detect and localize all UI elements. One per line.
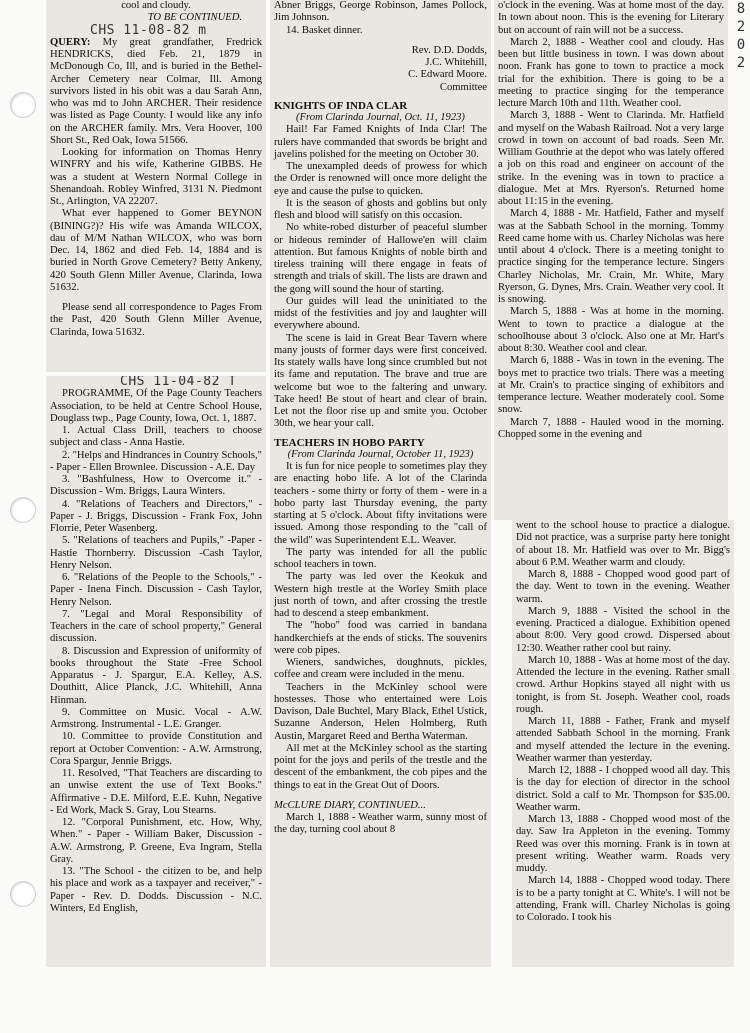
article-source: (From Clarinda Journal, Oct. 11, 1923) (296, 112, 465, 123)
text-line: Abner Briggs, George Robinson, James Pollock, Jim Johnson. (274, 0, 487, 24)
article-paragraph: Wieners, sandwiches, doughnuts, pickles, coffee and cream were included in the menu. (274, 657, 487, 681)
programme-item: 12. "Corporal Punishment, etc. How, Why, When." - Paper - William Baker, Discussion - A.W. Armstrong, P. Greene, Eva Ingram, Stella Gray. (50, 817, 262, 865)
programme-item: 6. "Relations of the People to the Schools," - Paper - Inena Finch. Discussion - Cash Taylor, Henry Nelson. (50, 572, 262, 608)
article-source: (From Clarinda Journal, October 11, 1923) (287, 448, 474, 460)
query-paragraph: Looking for information on Thomas Henry WINFRY and his wife, Katherine GIBBS. He was a student at Western Normal College in Shenandoah. Robley Winfred, 3131 N. Piedmont St., Arlington, VA 22207. (50, 147, 262, 207)
diary-entry: March 11, 1888 - Father, Frank and myself attended Sabbath School in the morning. Frank and myself attended the lecture in the evening. Weather warmer than yesterday. (516, 716, 730, 764)
article-paragraph: Hail! Far Famed Knights of Inda Clar! The rulers have commanded that swords be bright and javelins polished for the meeting on October 30. (274, 124, 487, 160)
diary-entry: March 12, 1888 - I chopped wood all day. This is the day for election of director in the school district. Sold a calf to Mr. Thompson for $35.00. Weather warm. (516, 765, 730, 813)
column-diary-continued (512, 520, 734, 967)
query-paragraph (50, 37, 262, 147)
programme-item: 2. "Helps and Hindrances in Country Schools," - Paper - Ellen Brownlee. Discussion - A.E. Day (50, 449, 262, 473)
article-headline: TEACHERS IN HOBO PARTY (274, 436, 425, 449)
programme-item: 1. Actual Class Drill, teachers to choose subject and class - Anna Hastie. (50, 425, 262, 449)
continued-note: TO BE CONTINUED. (147, 12, 242, 24)
diary-entry: March 13, 1888 - Chopped wood most of the day. Saw Ira Appleton in the evening. Tommy Reed was over this morning. Frank is in town at present writing. Weather warm. Roads very muddy. (516, 814, 730, 874)
article-paragraph: The party was led over the Keokuk and Western high trestle at the Worley Smith place just north of town, and after crossing the trestle had to descend a steep embankment. (274, 571, 487, 619)
diary-headline: McCLURE DIARY, CONTINUED... (274, 799, 426, 811)
column-diary (494, 0, 728, 520)
programme-item: 9. Committee on Music. Vocal - A.W. Armstrong. Instrumental - L.E. Granger. (50, 706, 262, 730)
article-paragraph: No white-robed disturber of peaceful slumber or hideous reminder of Hallowe'en will claim attention. But famous Knights of noble birth and tireless training will there engage in feats of strength and trials of skill. The lists are drawn and the gong will sound the hour of starting. (274, 222, 487, 295)
article-paragraph: The "hobo" food was carried in bandana handkerchiefs at the ends of sticks. The souvenirs were cob pipes. (274, 620, 487, 656)
diary-entry: March 5, 1888 - Was at home in the morning. Went to town to practice a dialogue at the schoolhouse about 3 o'clock. Also one at Mr. Hart's about 8:30. Weather cool and clear. (498, 306, 724, 354)
article-paragraph: It is fun for nice people to sometimes play they are enacting hobo life. A lot of the Clarinda teachers - some thirty or forty of them - were in a hobo party last Thursday evening, the party starting at 5 o'clock. About fifty invitations were issued. Among those responding to the "call of the wild" was Superintendent E.L. Weaver. (274, 461, 487, 546)
query-paragraph: What ever happened to Gomer BEYNON (BINING?)? His wife was Amanda WILCOX, dau of M/M Nathan WILCOX, who was born Dec. 14, 1862 and died Feb. 14, 1884 and is buried in North Grove Cemetery? Betty Ankeny, 420 South Glenn Miller Avenue, Clarinda, Iowa 51632. (50, 208, 262, 293)
article-paragraph: The unexampled deeds of prowess for which the Order is renowned will once more delight the eye and cause the pulse to quicken. (274, 161, 487, 197)
diary-entry: March 14, 1888 - Chopped wood today. There is to be a party tonight at C. White's. I will not be attending, Frank will. Charley Nicholas is going to Colorado. I took his (516, 875, 730, 923)
programme-item: 3. "Bashfulness, How to Overcome it." -Discussion - Wm. Briggs, Laura Winters. (50, 474, 262, 498)
article-paragraph: The scene is laid in Great Bear Tavern where many jousts of former days were first conceived. Its stately walls have long since crumbled but not its fame and reputation. The brave and true are welcome but woe to the faltering and unwary. Take heed! Be stout of heart and clear of brain. Let not the floor rise up and smite you. October 30th, we hear your call. (274, 332, 487, 430)
diary-entry: March 9, 1888 - Visited the school in the evening. Practiced a dialogue. Exhibition opened about 8:00. Very good crowd. Dispersed about 12:30. Weather rather cool but rainy. (516, 605, 730, 654)
binder-hole-top (10, 92, 36, 118)
query-label: QUERY: (50, 36, 91, 48)
article-paragraph: Teachers in the McKinley school were hostesses. Those who entertained were Lois Davison, Dale Buchtel, Mary Black, Ethel Ustick, Suzanne Anderson, Helen Holmberg, Ruth Austin, Margaret Reed and Bertha Waterman. (274, 681, 487, 742)
signature-line: C. Edward Moore. (408, 69, 487, 81)
query-paragraph: Please send all correspondence to Pages From the Past, 420 South Glenn Miller Avenue, Clarinda, Iowa 51632. (50, 302, 262, 338)
article-paragraph: All met at the McKinley school as the starting point for the joys and perils of the trestle and the descent of the embankment, the cob pipes and the things to eat in the Great Out of Doors. (274, 742, 487, 791)
query-text: My great grandfather, Fredrick HENDRICKS, died Feb. 21, 1879 in McDonough Co, Ill, and is buried in the Bethel-Archer Cemetery near Colmar, Ill. Among survivors listed in his obit was a dau Sarah Ann, who was md to John ARCHER. Their residence was listed as Page County. I would like any info on the ARCHER family. Mrs. Vera Hoover, 100 Short St., Red Oak, Iowa 51566. (50, 36, 262, 146)
column-articles (270, 0, 491, 967)
signature-line: Committee (439, 81, 487, 93)
diary-entry: March 2, 1888 - Weather cool and cloudy. Has been but little business in town. I was down about noon. Frank has gone to town to practice a mock trial for the exhibition. There is going to be a meeting to practice singing for the temperance lecture March 10th and 11th. Weather cool. (498, 36, 724, 109)
article-paragraph: The party was intended for all the public school teachers in town. (274, 546, 487, 570)
signature-line: J.C. Whitehill, (425, 57, 487, 68)
signature-line: Rev. D.D. Dodds, (411, 44, 487, 56)
binder-hole-middle (10, 497, 36, 523)
text-line: cool and cloudy. (121, 0, 191, 11)
diary-entry: March 10, 1888 - Was at home most of the day. Attended the lecture in the evening. Rather small crowd. Arthur Hopkins stayed all night with us tonight, is from St. Joseph. Weather cool, roads rough. (516, 654, 730, 715)
programme-item: 5. "Relations of teachers and Pupils," -Paper - Hastie Thornberry. Discussion -Cash Taylor, Henry Nelson. (50, 535, 262, 571)
diary-entry: March 1, 1888 - Weather warm, sunny most of the day, turning cool about 8 (274, 812, 487, 836)
programme-item: 4. "Relations of Teachers and Directors," - Paper - J. Briggs, Discussion - Frank Fox, John Florrie, Peter Wasenberg. (50, 498, 262, 534)
diary-entry: March 8, 1888 - Chopped wood good part of the day. Went to town in the evening. Weather warm. (516, 569, 730, 605)
programme-item: 14. Basket dinner. (286, 24, 363, 36)
column-queries (46, 0, 266, 372)
binder-hole-bottom (10, 881, 36, 907)
programme-item: 13. "The School - the citizen to be, and help his place and work as a taxpayer and receiver," - Paper - Rev. D. Dodds. Discussion - N.C. Winters, Ed English, (50, 866, 262, 914)
handwritten-note: CHS 11-04-82 T (120, 376, 237, 389)
column-programme (46, 376, 266, 967)
article-paragraph: It is the season of ghosts and goblins but only flesh and blood will satisfy on this occasion. (274, 197, 487, 221)
diary-entry: March 7, 1888 - Hauled wood in the morning. Chopped some in the evening and (498, 416, 724, 440)
article-headline: KNIGHTS OF INDA CLAR (274, 99, 408, 112)
handwritten-note: CHS 11-08-82 m (90, 22, 207, 38)
programme-item: 11. Resolved, "That Teachers are discarding to an unwise extent the use of Text Books." Affirmative - D.E. Milford, E.E. Kuhn, Negative - Ed Work, Mack S. Gray, Lou Stearns. (50, 768, 262, 816)
diary-entry: went to the school house to practice a dialogue. Did not practice, was a surprise party here tonight of about 18. Mr. Hatfield was over to Mr. Bigg's about 6 P.M. Weather warm and cloudy. (516, 520, 730, 568)
programme-item: 7. "Legal and Moral Responsibility of Teachers in the care of school property," General discussion. (50, 608, 262, 645)
diary-entry: March 6, 1888 - Was in town in the evening. The boys met to practice two trials. There was a meeting at Mr. Crain's to practice singing of exhibitors and temperance lecture. Weather moderately cool. Some snow. (498, 355, 724, 416)
diary-entry: o'clock in the evening. Was at home most of the day. In town about noon. This is the evening for Literary but on account of rain will not be a success. (498, 0, 724, 36)
diary-entry: March 4, 1888 - Mr. Hatfield, Father and myself was at the Sabbath School in the morning. Tommy Reed came home with us. Charley Nicholas was here until about 4 o'clock. There is a meeting tonight to practice singing for the temperance lecture. Singers Charley Nicholas, Mr. Crain, Mr. White, Mary Ryerson, G. Dynes, Mrs. Crain. Weather very cool. It is snowing. (498, 208, 724, 305)
programme-item: 8. Discussion and Expression of uniformity of books throughout the State -Free School Apparatus - J. Spargur, E.A. Kelley, A.S. Douthitt, Alice Planck, J.C. Whitehill, Anna Hinman. (50, 645, 262, 706)
diary-entry: March 3, 1888 - Went to Clarinda. Mr. Hatfield and myself on the Wabash Railroad. Not a very large crowd in town on account of bad roads. Seen Mr. William Gouthrie at the depot who was lately offered a job on this road and engineer on account of the strike. In the evening was in town to practice a dialogue. Met at Mrs. Ryerson's. Returned home about 11:15 in the evening. (498, 110, 724, 207)
programme-item: 10. Committee to provide Constitution and report at October Convention: - A.W. Armstrong, Cora Spargur, Jennie Briggs. (50, 731, 262, 767)
programme-intro: PROGRAMME, Of the Page County Teachers Association, to be held at Centre School House, Douglass twp., Page County, Iowa, Oct. 1, 1887. (50, 388, 262, 424)
article-paragraph: Our guides will lead the uninitiated to the midst of the festivities and joy and laughter will everywhere abound. (274, 295, 487, 332)
handwritten-page-number: 8 2 0 2 (736, 1, 746, 71)
